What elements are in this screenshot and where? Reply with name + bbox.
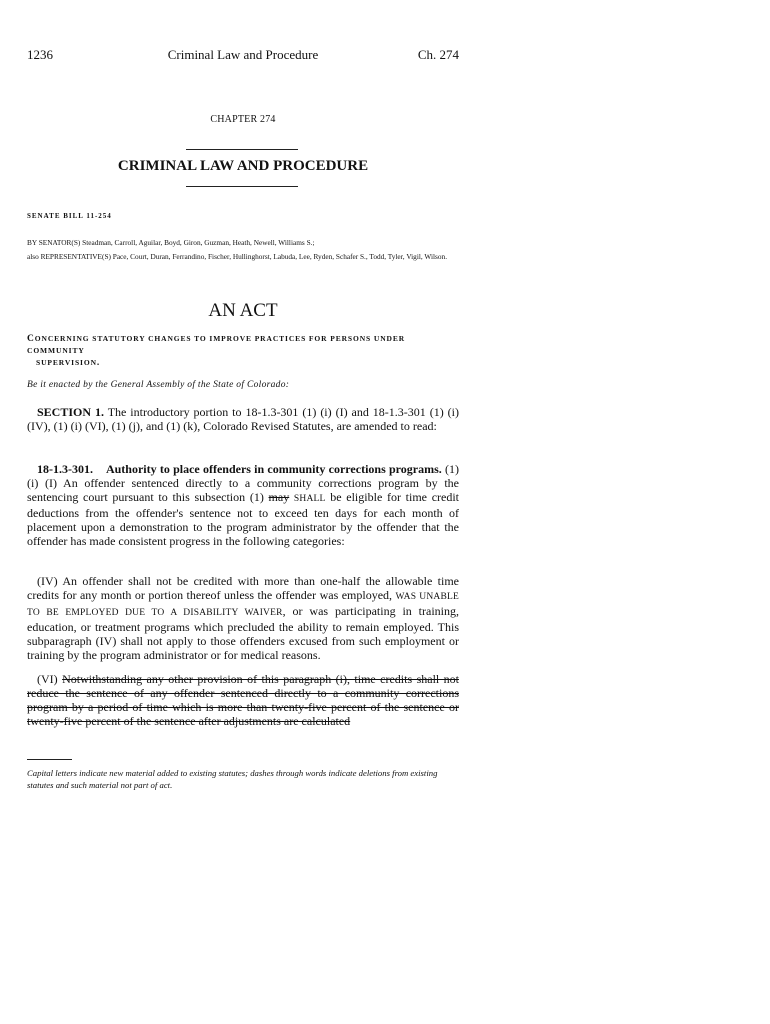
representatives-line: also REPRESENTATIVE(S) Pace, Court, Duran, Ferrandino, Fischer, Hullinghorst, Labuda, Lee, Ryden, Schafer S., Todd, Tyler, Vigil, Wilson. (27, 251, 448, 261)
concerning-period: . (96, 358, 101, 368)
chapter-label: CHAPTER 274 (210, 114, 276, 125)
running-header (27, 47, 459, 65)
subparagraph-vi (27, 672, 459, 728)
subparagraph-iv (27, 574, 459, 662)
inserted-word: SHALL (293, 494, 326, 504)
para-iv-text-b: , or was participating in training, education, or treatment programs which precluded the ability to remain employed. This subparagraph (IV) shall not apply to those offenders excused from such employment or training by the program administrator or for medical reasons. (27, 604, 460, 662)
deleted-word: may (268, 490, 290, 504)
page-number: 1236 (27, 47, 53, 62)
statute-paragraph (27, 462, 459, 548)
title-rule-top (186, 149, 298, 150)
footnote-rule (27, 759, 72, 760)
running-title: Criminal Law and Procedure (167, 47, 319, 62)
bill-number: SENATE BILL 11-254 (27, 212, 112, 220)
act-title: AN ACT (208, 300, 278, 321)
sponsors-block (27, 236, 459, 263)
para-vi-label: (VI) (37, 672, 63, 686)
main-title: CRIMINAL LAW AND PROCEDURE (117, 158, 369, 174)
concerning-initial: C (27, 334, 35, 344)
para-iv-inserted: WAS UNABLE TO BE EMPLOYED DUE TO A DISABILITY WAIVER (27, 592, 459, 618)
senators-line: BY SENATOR(S) Steadman, Carroll, Aguilar, Boyd, Giron, Guzman, Heath, Newell, Williams S.; (27, 238, 315, 247)
enacting-clause: Be it enacted by the General Assembly of the State of Colorado: (27, 380, 290, 390)
statute-number: 18-1.3-301. (37, 462, 93, 476)
para-vi-deleted: Notwithstanding any other provision of this paragraph (i), time credits shall not reduce the sentence of any offender sentenced directly to a community corrections program by a period of time which is more than twenty-five percent of the sentence or twenty-five percent of the sentence after adjustments are calculated (27, 672, 459, 728)
statute-text-a: (1) (i) (I) An offender sentenced directly to a community corrections program by the sentencing court pursuant to this subsection (1) (27, 462, 459, 504)
section-text: The introductory portion to 18-1.3-301 (1) (i) (I) and 18-1.3-301 (1) (i) (IV), (1) (i) (VI), (1) (j), and (1) (k), Colorado Revised Statutes, are amended to read: (27, 405, 459, 433)
section-label: SECTION 1. (37, 405, 104, 419)
statute-heading: Authority to place offenders in community corrections programs. (105, 462, 442, 476)
statute-text-b: be eligible for time credit deductions from the offender's sentence not to exceed ten days for each month of placement upon a demonstration to the program administrator by the offender that the offender has made consistent progress in the following categories: (27, 490, 460, 548)
concerning-line-1: ONCERNING STATUTORY CHANGES TO IMPROVE PRACTICES FOR PERSONS UNDER COMMUNITY (27, 334, 406, 355)
title-rule-bottom (186, 186, 298, 187)
chapter-reference: Ch. 274 (417, 47, 459, 62)
concerning-clause (27, 333, 459, 369)
section-1-paragraph (27, 405, 459, 433)
footnote: Capital letters indicate new material added to existing statutes; dashes through words indicate deletions from existing statutes and such material not part of act. (27, 768, 438, 790)
concerning-line-2: SUPERVISION (36, 358, 97, 367)
para-iv-text-a: (IV) An offender shall not be credited with more than one-half the allowable time credits for any month or portion thereof unless the offender was employed, (27, 574, 459, 602)
